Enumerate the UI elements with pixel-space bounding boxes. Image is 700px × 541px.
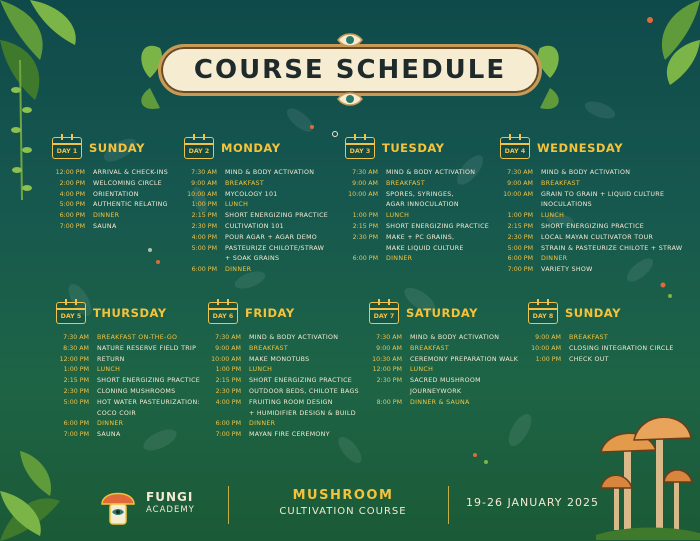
schedule-row: [52, 222, 168, 233]
schedule-list: [208, 333, 359, 441]
schedule-time: 9:00 AM: [352, 179, 378, 187]
schedule-row: [52, 168, 168, 179]
schedule-list: [184, 168, 328, 276]
schedule-time: 9:00 AM: [376, 344, 402, 352]
schedule-activity: POUR AGAR + AGAR DEMO: [225, 233, 318, 241]
schedule-activity: LOCAL MAYAN CULTIVATOR TOUR: [541, 233, 654, 241]
calendar-icon: [369, 302, 399, 324]
schedule-time: [184, 254, 217, 265]
schedule-row: [500, 168, 682, 179]
schedule-meal: BREAKFAST: [410, 344, 450, 352]
day-block: [369, 299, 518, 409]
day-badge: DAY 8: [532, 313, 554, 320]
schedule-time: 12:00 PM: [372, 366, 402, 374]
day-name: SATURDAY: [406, 306, 479, 320]
schedule-time: 4:00 PM: [191, 233, 217, 241]
schedule-row: [208, 344, 359, 355]
schedule-row: [184, 254, 328, 265]
schedule-time: 1:00 PM: [191, 201, 217, 209]
schedule-row: [184, 190, 328, 201]
schedule-activity: SAUNA: [97, 431, 121, 439]
calendar-icon: [345, 137, 375, 159]
schedule-row: [369, 344, 518, 355]
schedule-list: [345, 168, 489, 265]
schedule-list: [52, 168, 168, 233]
schedule-row: [345, 168, 489, 179]
footer: [98, 482, 618, 530]
schedule-row: [500, 244, 682, 255]
schedule-activity: CLOSING INTEGRATION CIRCLE: [569, 344, 674, 352]
schedule-activity: CLONING MUSHROOMS: [97, 387, 176, 395]
schedule-time: 4:00 PM: [215, 398, 241, 406]
schedule-time: 2:00 PM: [59, 179, 85, 187]
schedule-activity: + HUMIDIFIER DESIGN & BUILD: [249, 409, 356, 417]
schedule-time: 6:00 PM: [507, 255, 533, 263]
schedule-activity: PASTEURIZE CHILOTE/STRAW: [225, 244, 325, 252]
schedule-row: [184, 265, 328, 276]
schedule-time: 1:00 PM: [63, 366, 89, 374]
schedule-row: [500, 233, 682, 244]
schedule-time: 2:30 PM: [63, 387, 89, 395]
schedule-time: 10:00 AM: [531, 344, 561, 352]
schedule-time: 8:30 AM: [63, 344, 89, 352]
day-header: [184, 134, 328, 162]
schedule-row: [184, 233, 328, 244]
schedule-row: [56, 376, 200, 387]
schedule-time: 12:00 PM: [59, 355, 89, 363]
schedule-row: [56, 398, 200, 409]
schedule-meal: LUNCH: [541, 212, 565, 220]
schedule-time: 9:00 AM: [215, 344, 241, 352]
schedule-time: 2:15 PM: [191, 212, 217, 220]
schedule-time: 2:30 PM: [352, 233, 378, 241]
schedule-row: [369, 333, 518, 344]
course-subtitle: CULTIVATION COURSE: [279, 506, 407, 517]
schedule-time: [345, 244, 378, 255]
schedule-meal: LUNCH: [410, 366, 434, 374]
schedule-row: [500, 200, 682, 211]
day-header: [52, 134, 168, 162]
day-header: [500, 134, 682, 162]
eye-ornament-top-icon: [337, 32, 363, 48]
schedule-row: [56, 409, 200, 420]
day-header: [56, 299, 200, 327]
schedule-meal: DINNER: [249, 420, 276, 428]
brand-subtitle: ACADEMY: [146, 505, 195, 515]
schedule-time: 6:00 PM: [215, 420, 241, 428]
schedule-row: [56, 387, 200, 398]
schedule-row: [208, 430, 359, 441]
schedule-row: [56, 333, 200, 344]
schedule-row: [56, 355, 200, 366]
schedule-time: 7:00 PM: [507, 266, 533, 274]
schedule-time: 2:15 PM: [215, 377, 241, 385]
schedule-activity: GRAIN TO GRAIN + LIQUID CULTURE: [541, 190, 665, 198]
schedule-activity: SACRED MUSHROOM: [410, 377, 481, 385]
schedule-activity: AUTHENTIC RELATING: [93, 201, 168, 209]
schedule-time: 5:00 PM: [507, 244, 533, 252]
schedule-activity: AGAR INNOCULATION: [386, 201, 459, 209]
schedule-activity: SHORT ENERGIZING PRACTICE: [249, 377, 353, 385]
schedule-activity: CEREMONY PREPARATION WALK: [410, 355, 519, 363]
schedule-activity: MAKE + PC GRAINS,: [386, 233, 455, 241]
schedule-time: 1:00 PM: [215, 366, 241, 374]
schedule-activity: SHORT ENERGIZING PRACTICE: [225, 212, 329, 220]
schedule-row: [500, 265, 682, 276]
schedule-activity: MAKE LIQUID CULTURE: [386, 244, 464, 252]
schedule-time: 7:30 AM: [63, 334, 89, 341]
schedule-time: [369, 387, 402, 398]
schedule-activity: RETURN: [97, 355, 125, 363]
day-header: [345, 134, 489, 162]
schedule-meal: DINNER & SAUNA: [410, 398, 470, 406]
day-name: FRIDAY: [245, 306, 295, 320]
schedule-row: [345, 200, 489, 211]
schedule-time: 5:00 PM: [59, 201, 85, 209]
schedule-activity: MIND & BODY ACTIVATION: [386, 169, 476, 176]
day-badge: DAY 7: [373, 313, 395, 320]
schedule-meal: DINNER: [97, 420, 124, 428]
schedule-row: [500, 179, 682, 190]
calendar-icon: [208, 302, 238, 324]
schedule-row: [52, 200, 168, 211]
schedule-activity: SPORES, SYRINGES,: [386, 190, 454, 198]
schedule-row: [208, 398, 359, 409]
day-block: [184, 134, 328, 276]
schedule-activity: ORIENTATION: [93, 190, 139, 198]
calendar-icon: [184, 137, 214, 159]
schedule-activity: SHORT ENERGIZING PRACTICE: [97, 377, 201, 385]
schedule-time: 9:00 AM: [535, 334, 561, 341]
schedule-time: 1:00 PM: [507, 212, 533, 220]
schedule-time: 9:00 AM: [507, 179, 533, 187]
schedule-activity: WELCOMING CIRCLE: [93, 179, 162, 187]
day-badge: DAY 2: [188, 148, 210, 155]
schedule-activity: SHORT ENERGIZING PRACTICE: [386, 222, 490, 230]
schedule-time: 7:30 AM: [215, 334, 241, 341]
schedule-meal: LUNCH: [386, 212, 410, 220]
day-badge: DAY 6: [212, 313, 234, 320]
schedule-time: 2:15 PM: [352, 222, 378, 230]
schedule-activity: SHORT ENERGIZING PRACTICE: [541, 222, 645, 230]
day-block: [52, 134, 168, 233]
day-name: MONDAY: [221, 141, 281, 155]
schedule-activity: MIND & BODY ACTIVATION: [249, 334, 339, 341]
day-name: SUNDAY: [89, 141, 145, 155]
schedule-time: 1:00 PM: [535, 355, 561, 363]
schedule-activity: ARRIVAL & CHECK-INS: [93, 169, 169, 176]
schedule-row: [56, 419, 200, 430]
schedule-meal: DINNER: [225, 266, 252, 274]
schedule-time: 7:30 AM: [191, 169, 217, 176]
schedule-meal: DINNER: [541, 255, 568, 263]
schedule-activity: SAUNA: [93, 222, 117, 230]
schedule-activity: MAYAN FIRE CEREMONY: [249, 431, 330, 439]
calendar-icon: [52, 137, 82, 159]
schedule-activity: MAKE MONOTUBS: [249, 355, 310, 363]
schedule-activity: MIND & BODY ACTIVATION: [410, 334, 500, 341]
day-block: [528, 299, 674, 365]
schedule-row: [56, 365, 200, 376]
schedule-row: [208, 365, 359, 376]
schedule-meal: LUNCH: [249, 366, 273, 374]
schedule-activity: MIND & BODY ACTIVATION: [541, 169, 631, 176]
day-badge: DAY 4: [504, 148, 526, 155]
schedule-row: [345, 190, 489, 201]
schedule-row: [208, 387, 359, 398]
schedule-time: 2:15 PM: [507, 222, 533, 230]
schedule-activity: STRAIN & PASTEURIZE CHILOTE + STRAW: [541, 244, 683, 252]
schedule-row: [208, 376, 359, 387]
schedule-time: 4:00 PM: [59, 190, 85, 198]
schedule-activity: COCO COIR: [97, 409, 136, 417]
schedule-row: [500, 190, 682, 201]
schedule-row: [528, 355, 674, 366]
schedule-time: 2:30 PM: [376, 377, 402, 385]
schedule-time: 10:00 AM: [187, 190, 217, 198]
schedule-row: [500, 222, 682, 233]
schedule-row: [56, 344, 200, 355]
day-block: [345, 134, 489, 265]
schedule-time: 6:00 PM: [352, 255, 378, 263]
schedule-time: 2:30 PM: [215, 387, 241, 395]
calendar-icon: [56, 302, 86, 324]
schedule-time: 10:00 AM: [211, 355, 241, 363]
schedule-activity: MIND & BODY ACTIVATION: [225, 169, 315, 176]
course-title: MUSHROOM: [292, 488, 394, 503]
footer-divider: [448, 486, 449, 524]
schedule-row: [184, 222, 328, 233]
course-dates: 19-26 JANUARY 2025: [466, 496, 599, 509]
schedule-activity: CULTIVATION 101: [225, 222, 284, 230]
schedule-row: [184, 200, 328, 211]
schedule-time: 6:00 PM: [191, 266, 217, 274]
schedule-row: [52, 179, 168, 190]
schedule-row: [208, 333, 359, 344]
schedule-meal: BREAKFAST: [249, 344, 289, 352]
schedule-row: [528, 344, 674, 355]
day-header: [369, 299, 518, 327]
page-title: COURSE SCHEDULE: [193, 55, 507, 85]
schedule-row: [184, 244, 328, 255]
schedule-time: 7:30 AM: [376, 334, 402, 341]
day-block: [56, 299, 200, 441]
top-right-leaves-decoration: [620, 0, 700, 90]
schedule-activity: OUTDOOR BEDS, CHILOTE BAGS: [249, 387, 359, 395]
schedule-meal: BREAKFAST: [569, 334, 609, 341]
schedule-activity: JOURNEYWORK: [410, 387, 462, 395]
schedule-time: 2:30 PM: [191, 222, 217, 230]
schedule-list: [528, 333, 674, 365]
schedule-meal: LUNCH: [225, 201, 249, 209]
fungi-academy-logo-icon: [98, 484, 138, 528]
schedule-row: [184, 168, 328, 179]
schedule-row: [345, 222, 489, 233]
schedule-time: [56, 409, 89, 420]
schedule-activity: + SOAK GRAINS: [225, 255, 280, 263]
schedule-time: 1:00 PM: [352, 212, 378, 220]
schedule-meal: LUNCH: [97, 366, 121, 374]
day-name: SUNDAY: [565, 306, 621, 320]
title-banner: [158, 44, 542, 96]
schedule-row: [208, 409, 359, 420]
schedule-row: [52, 211, 168, 222]
schedule-time: [345, 200, 378, 211]
schedule-row: [369, 376, 518, 387]
schedule-time: 5:00 PM: [191, 244, 217, 252]
schedule-row: [345, 254, 489, 265]
schedule-activity: HOT WATER PASTEURIZATION:: [97, 398, 200, 406]
schedule-time: 7:00 PM: [215, 431, 241, 439]
brand-name: FUNGI: [146, 490, 194, 504]
schedule-time: 2:15 PM: [63, 377, 89, 385]
schedule-time: 7:30 AM: [352, 169, 378, 176]
day-header: [208, 299, 359, 327]
schedule-activity: VARIETY SHOW: [541, 266, 593, 274]
schedule-row: [52, 190, 168, 201]
schedule-meal: BREAKFAST: [225, 179, 265, 187]
day-badge: DAY 5: [60, 313, 82, 320]
schedule-list: [369, 333, 518, 409]
schedule-activity: MYCOLOGY 101: [225, 190, 278, 198]
day-name: THURSDAY: [93, 306, 167, 320]
schedule-time: 6:00 PM: [63, 420, 89, 428]
schedule-activity: CHECK OUT: [569, 355, 609, 363]
schedule-meal: DINNER: [386, 255, 413, 263]
schedule-row: [345, 244, 489, 255]
schedule-time: 7:30 AM: [507, 169, 533, 176]
schedule-meal: BREAKFAST: [541, 179, 581, 187]
schedule-row: [345, 233, 489, 244]
schedule-time: 7:00 PM: [63, 431, 89, 439]
schedule-list: [56, 333, 200, 441]
schedule-row: [369, 387, 518, 398]
day-block: [500, 134, 682, 276]
schedule-row: [500, 211, 682, 222]
schedule-row: [369, 355, 518, 366]
schedule-meal: DINNER: [93, 212, 120, 220]
schedule-meal: BREAKFAST ON-THE-GO: [97, 334, 178, 341]
schedule-time: 10:00 AM: [503, 190, 533, 198]
schedule-row: [208, 355, 359, 366]
schedule-time: 8:00 PM: [376, 398, 402, 406]
schedule-row: [345, 211, 489, 222]
schedule-activity: NATURE RESERVE FIELD TRIP: [97, 344, 197, 352]
schedule-row: [345, 179, 489, 190]
schedule-time: 10:30 AM: [372, 355, 402, 363]
schedule-row: [528, 333, 674, 344]
calendar-icon: [528, 302, 558, 324]
schedule-row: [500, 254, 682, 265]
schedule-row: [208, 419, 359, 430]
schedule-meal: BREAKFAST: [386, 179, 426, 187]
schedule-time: [208, 409, 241, 420]
schedule-time: 5:00 PM: [63, 398, 89, 406]
schedule-time: 9:00 AM: [191, 179, 217, 187]
schedule-row: [184, 179, 328, 190]
schedule-time: 12:00 PM: [55, 169, 85, 176]
schedule-time: [500, 200, 533, 211]
eye-ornament-bottom-icon: [337, 91, 363, 107]
schedule-row: [369, 365, 518, 376]
calendar-icon: [500, 137, 530, 159]
schedule-row: [184, 211, 328, 222]
schedule-time: 6:00 PM: [59, 212, 85, 220]
schedule-activity: INOCULATIONS: [541, 201, 592, 209]
schedule-activity: FRUITING ROOM DESIGN: [249, 398, 333, 406]
day-name: TUESDAY: [382, 141, 445, 155]
day-badge: DAY 3: [349, 148, 371, 155]
schedule-row: [56, 430, 200, 441]
schedule-time: 2:30 PM: [507, 233, 533, 241]
schedule-row: [369, 398, 518, 409]
schedule-time: 7:00 PM: [59, 222, 85, 230]
schedule-time: 10:00 AM: [348, 190, 378, 198]
schedule-list: [500, 168, 682, 276]
day-block: [208, 299, 359, 441]
day-header: [528, 299, 674, 327]
day-name: WEDNESDAY: [537, 141, 624, 155]
footer-divider: [228, 486, 229, 524]
day-badge: DAY 1: [56, 148, 78, 155]
